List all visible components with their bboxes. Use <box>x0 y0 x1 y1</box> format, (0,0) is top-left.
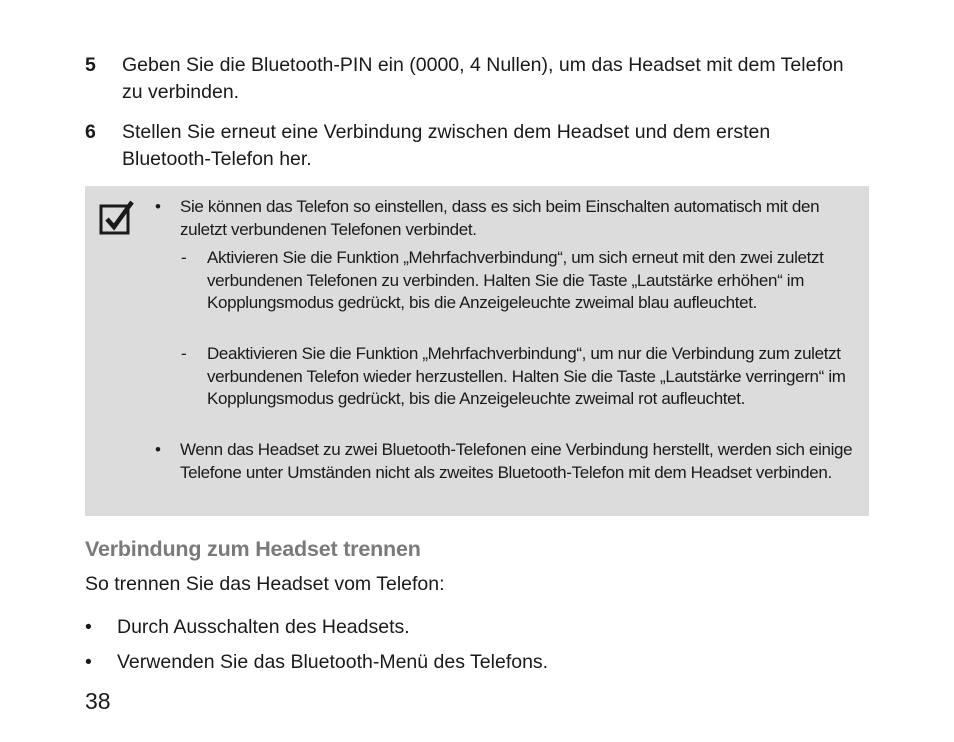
note-sub-text: Aktivieren Sie die Funktion „Mehrfachverbindung“, um sich erneut mit den zwei zuletzt verbundenen Telefonen zu verbinden. Halten Sie die Taste „Lautstärke erhöhen“ im Kopplungsmodus gedrückt, bis die Anzeigeleuchte zweimal blau aufleuchtet. <box>207 248 824 312</box>
bullet-mark: • <box>155 197 161 216</box>
step-number: 6 <box>85 121 96 143</box>
checkbox-check-icon <box>99 200 135 236</box>
section-intro: So trennen Sie das Headset vom Telefon: <box>85 573 445 595</box>
page-number: 38 <box>85 688 111 714</box>
step-number: 5 <box>85 54 96 76</box>
note-box <box>85 186 869 516</box>
dash-mark: - <box>181 344 187 363</box>
list-item-text: Verwenden Sie das Bluetooth-Menü des Telefons. <box>117 651 549 673</box>
bullet-mark: • <box>85 616 92 638</box>
note-sub-text: Deaktivieren Sie die Funktion „Mehrfachverbindung“, um nur die Verbindung zum zuletzt verbundenen Telefon wieder herzustellen. Halten Sie die Taste „Lautstärke verringern“ im Kopplungsmodus gedrückt, bis die Anzeigeleuchte zweimal rot aufleuchtet. <box>207 344 846 408</box>
note-bullet-text: Sie können das Telefon so einstellen, dass es sich beim Einschalten automatisch mit den zuletzt verbundenen Telefonen verbindet. <box>180 197 820 239</box>
note-bullet-text: Wenn das Headset zu zwei Bluetooth-Telefonen eine Verbindung herstellt, werden sich einige Telefone unter Umständen nicht als zweites Bluetooth-Telefon mit dem Headset verbinden. <box>180 440 853 482</box>
bullet-mark: • <box>155 440 161 459</box>
step-text: Stellen Sie erneut eine Verbindung zwischen dem Headset und dem ersten Bluetooth-Telefon her. <box>122 121 771 170</box>
dash-mark: - <box>181 248 187 267</box>
step-text: Geben Sie die Bluetooth-PIN ein (0000, 4 Nullen), um das Headset mit dem Telefon zu verbinden. <box>122 54 844 103</box>
bullet-mark: • <box>85 651 92 673</box>
list-item-text: Durch Ausschalten des Headsets. <box>117 616 410 638</box>
section-heading: Verbindung zum Headset trennen <box>85 537 421 561</box>
